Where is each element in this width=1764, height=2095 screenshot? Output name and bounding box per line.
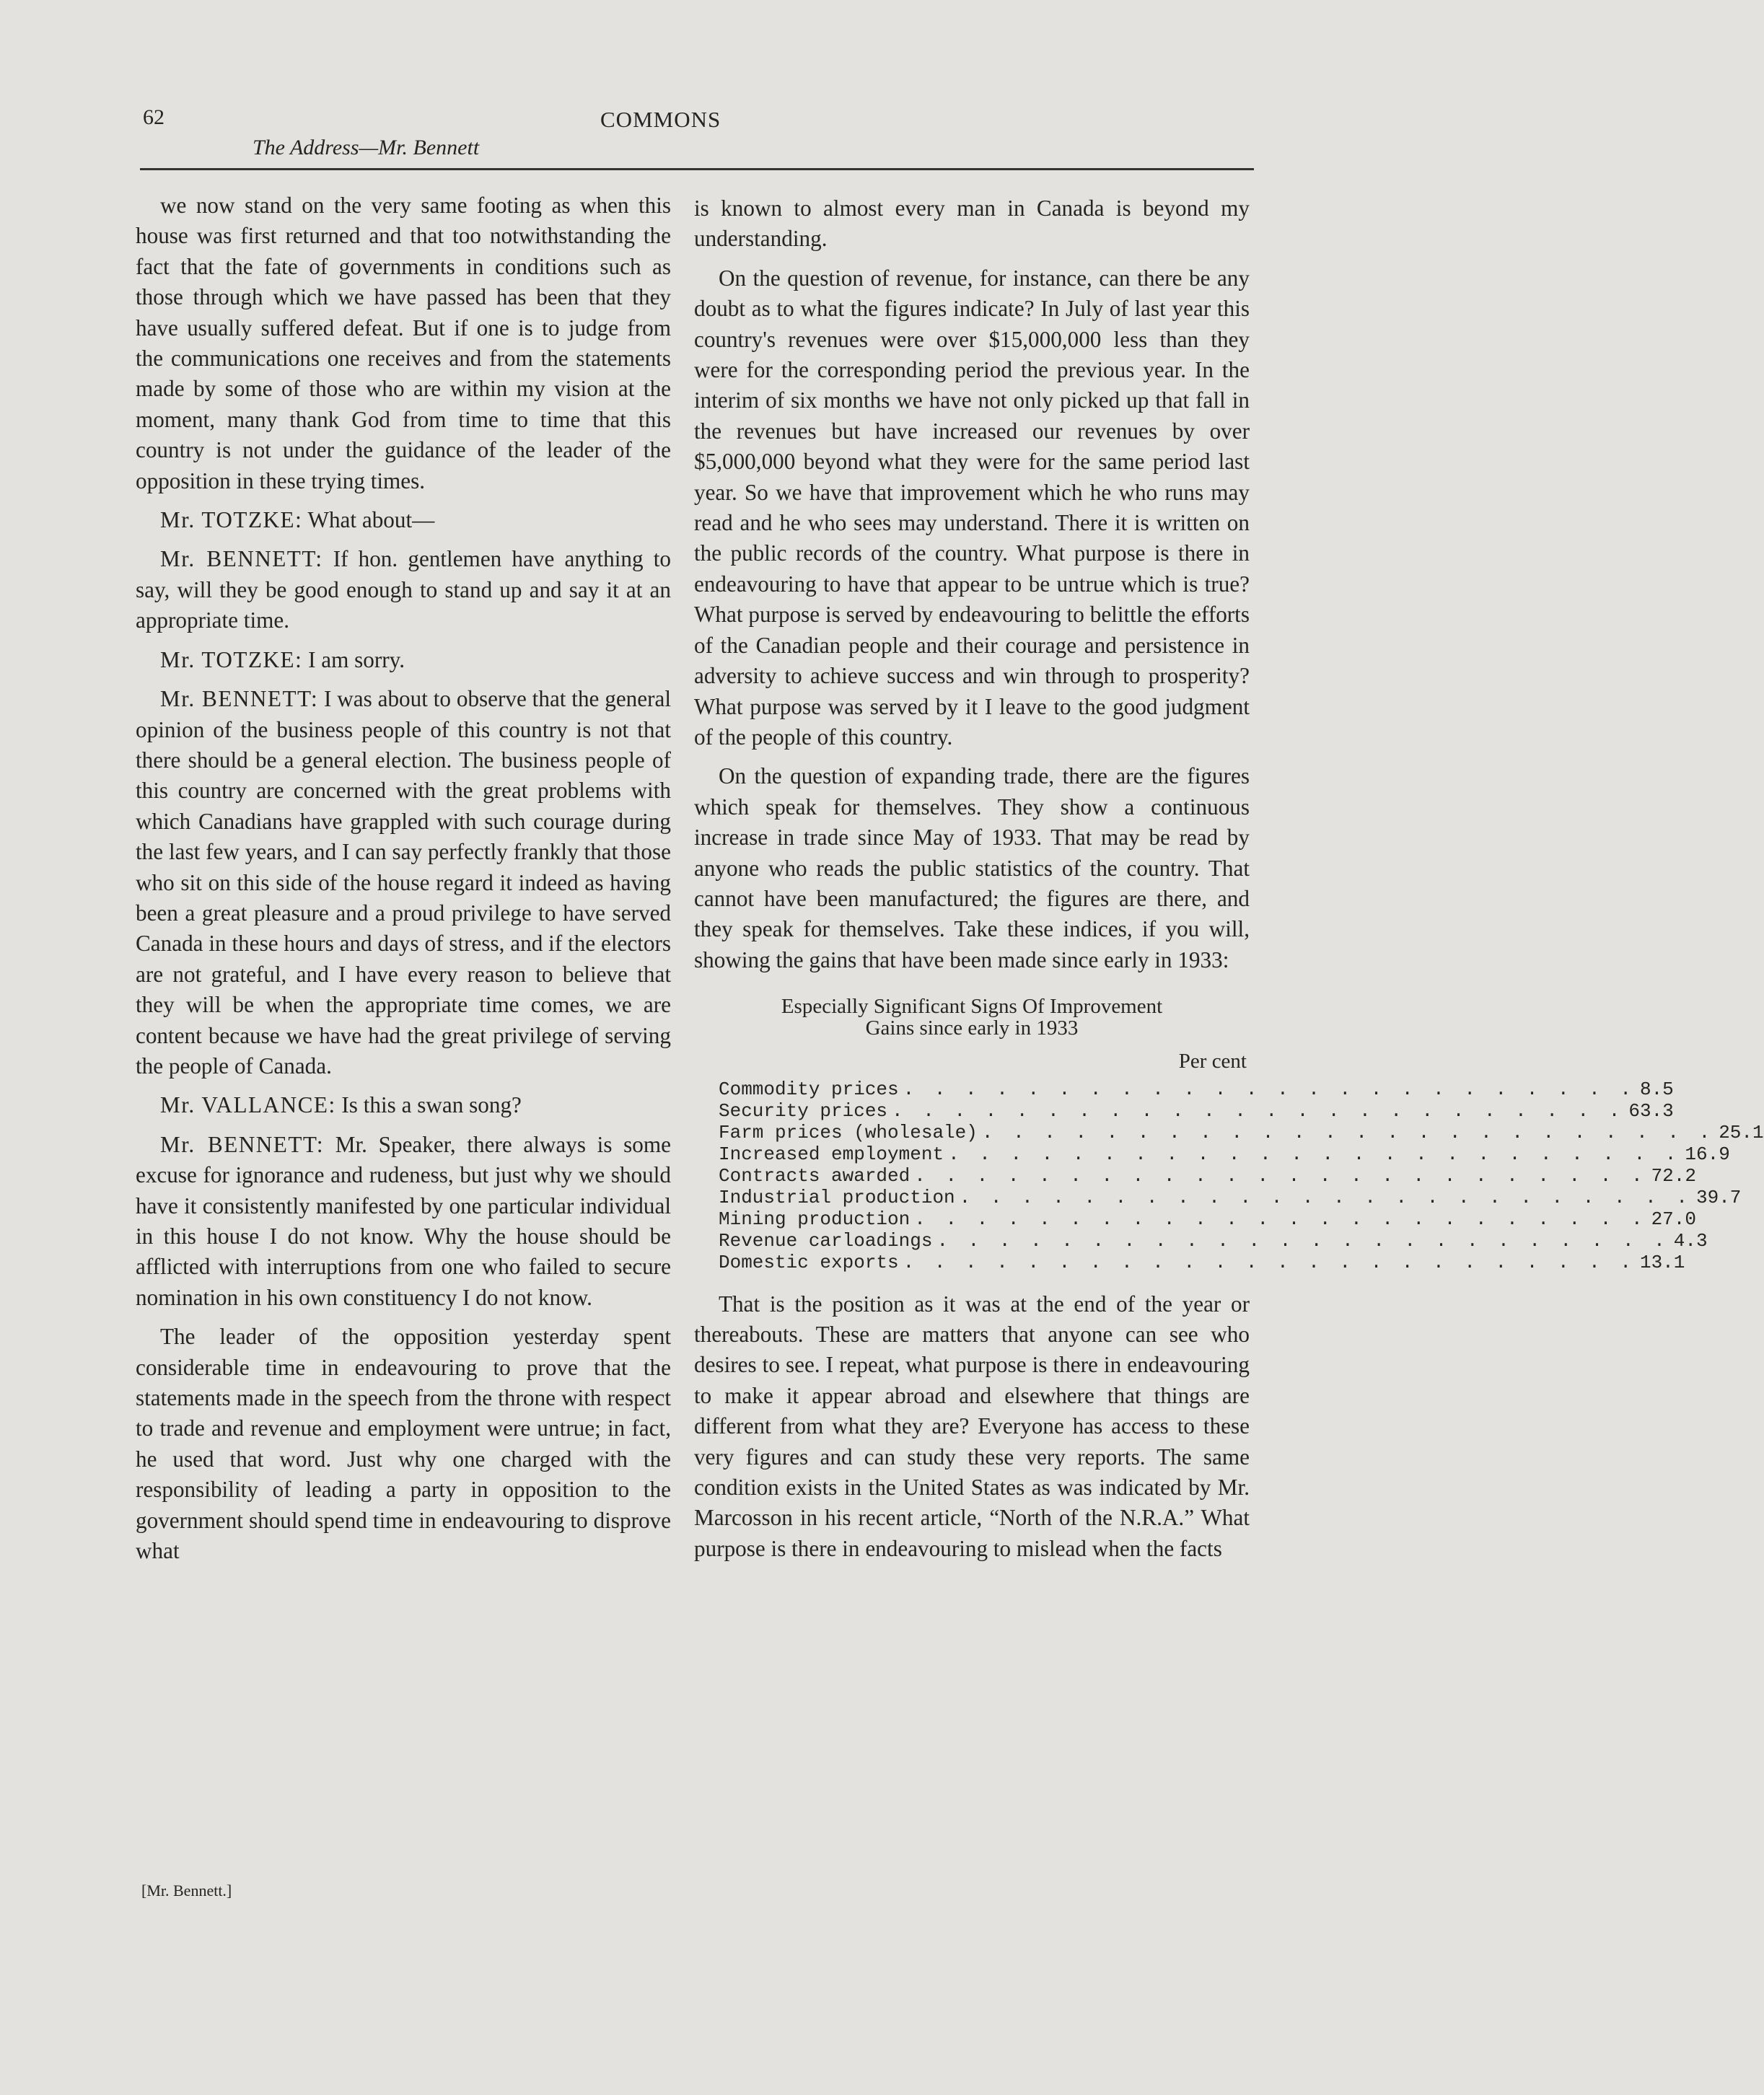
table-title-line: Gains since early in 1933 [865, 1016, 1079, 1040]
row-value: 8.5 [1639, 1078, 1674, 1100]
running-title: COMMONS [600, 107, 721, 132]
right-column [694, 193, 1764, 1564]
row-value: 4.3 [1673, 1229, 1708, 1252]
paragraph [136, 1322, 671, 1566]
table-row [719, 1164, 1696, 1187]
row-label: Farm prices (wholesale) [719, 1121, 978, 1143]
header-rule [140, 168, 1254, 170]
speaker-name: Mr. VALLANCE: [160, 1092, 336, 1118]
row-value: 39.7 [1695, 1186, 1742, 1208]
table-column-header: Per cent [1178, 1050, 1247, 1073]
left-column [136, 190, 671, 1566]
table-title-line: Especially Significant Signs Of Improvement [781, 995, 1163, 1019]
row-label: Industrial production [719, 1186, 955, 1208]
speaker-name: Mr. BENNETT: [160, 1131, 325, 1157]
table-rows [694, 1078, 1764, 1273]
paragraph: is known to almost every man in Canada is beyond my understanding. [694, 196, 1250, 252]
paragraph-text: we now stand on the very same footing as when this house was first returned and that too notwithstanding the fact that the fate of governments in conditions such as those through which we have passed has been that they have usually suffered defeat. But if one is to judge from the communications one receives and from the statements made by some of those who are within my vision at the moment, many thank God from time to time that this country is not under the guidance of the leader of the opposition in these trying times. [136, 193, 671, 493]
row-value: 16.9 [1685, 1143, 1730, 1165]
paragraph [136, 505, 671, 535]
paragraph-text: I was about to observe that the general opinion of the business people of this country is not that there should be a general election. The business people of this country are concerned with the great problems with which Canadians have grappled with such courage during the last few years, and I can say perfectly frankly that those who sit on this side of the house regard it indeed as having been a great pleasure and a proud privilege to have served Canada in these hours and days of stress, and if the electors are not grateful, and I have every reason to believe that they will be when the appropriate time comes, we are content because we have had the great privilege of serving the people of Canada. [136, 686, 671, 1079]
row-label: Revenue carloadings [719, 1229, 933, 1252]
row-value: 27.0 [1651, 1208, 1696, 1230]
paragraph-text: The leader of the opposition yesterday spent considerable time in endeavouring to prove that the statements made in the speech from the throne with respect to trade and revenue and employment were untrue; in fact, he used that word. Just why one charged with the responsibility of leading a party in opposition to the government should spend time in endeavouring to disprove what [136, 1324, 671, 1564]
paragraph [136, 1130, 671, 1313]
dot-leader: . . . . . . . . . . . . . . . . . . . . . . . . [981, 1121, 1715, 1143]
section-title: The Address—Mr. Bennett [253, 136, 480, 159]
row-label: Contracts awarded [719, 1164, 910, 1187]
paragraph: On the question of expanding trade, there are the figures which speak for themselves. They show a continuous increase in trade since May of 1933. That may be read by anyone who reads the public statistics of the country. That cannot have been manufactured; the figures are there, and they speak for themselves. Take these indices, if you will, showing the gains that have been made since early in 1933: [694, 763, 1250, 972]
row-label: Security prices [719, 1099, 888, 1122]
paragraph: On the question of revenue, for instance, can there be any doubt as to what the figures indicate? In July of last year this country's revenues were over $15,000,000 less than they were for the corresponding period the previous year. In the interim of six months we have not only picked up that fall in the revenues but have increased our revenues by over $5,000,000 beyond what they were for the same period last year. So we have that improvement which he who runs may read and he who sees may understand. There it is written on the public records of the country. What purpose is there in endeavouring to have that appear to be untrue which is true? What purpose is served by endeavouring to belittle the efforts of the Canadian people and their courage and persistence in adversity to achieve success and win through to prosperity? What purpose was served by it I leave to the good judgment of the people of this country. [694, 265, 1250, 750]
row-label: Mining production [719, 1208, 910, 1230]
paragraph [136, 544, 671, 636]
speaker-name: Mr. TOTZKE: [160, 507, 303, 533]
table-row [719, 1251, 1685, 1273]
dot-leader: . . . . . . . . . . . . . . . . . . . . . . . . [903, 1078, 1636, 1100]
speaker-name: Mr. BENNETT: [160, 686, 319, 712]
row-value: 63.3 [1628, 1099, 1674, 1122]
table-row [719, 1208, 1696, 1230]
row-value: 13.1 [1639, 1251, 1685, 1273]
paragraph: That is the position as it was at the end of the year or thereabouts. These are matters that anyone can see who desires to see. I repeat, what purpose is there in endeavouring to make it appear abroad and elsewhere that things are different from what they are? Everyone has access to these very figures and can study these very reports. The same condition exists in the United States as was indicated by Mr. Marcosson in his recent article, “North of the N.R.A.” What purpose is there in endeavouring to mislead when the facts [694, 1291, 1250, 1561]
speaker-name: Mr. TOTZKE: [160, 646, 303, 672]
row-label: Increased employment [719, 1143, 944, 1165]
dot-leader: . . . . . . . . . . . . . . . . . . . . . . . . [959, 1186, 1692, 1208]
table-title [694, 996, 1250, 1039]
row-label: Commodity prices [719, 1078, 899, 1100]
dot-leader: . . . . . . . . . . . . . . . . . . . . . . . . [914, 1164, 1647, 1187]
footnote: [Mr. Bennett.] [141, 1881, 232, 1899]
table-row [719, 1229, 1708, 1252]
row-label: Domestic exports [719, 1251, 899, 1273]
speaker-name: Mr. BENNETT: [160, 546, 323, 572]
table-row [719, 1186, 1742, 1208]
paragraph [136, 645, 671, 675]
dot-leader: . . . . . . . . . . . . . . . . . . . . . . . . [903, 1251, 1636, 1273]
paragraph-text: I am sorry. [308, 646, 405, 672]
statistics-table [694, 995, 1764, 1273]
dot-leader: . . . . . . . . . . . . . . . . . . . . . . . . [892, 1099, 1625, 1122]
page-number: 62 [143, 105, 164, 129]
paragraph-text: If hon. gentlemen have anything to say, will they be good enough to stand up and say it at an appropriate time. [136, 546, 671, 633]
table-row [719, 1121, 1764, 1143]
table-row [719, 1143, 1730, 1165]
paragraph [136, 684, 671, 1081]
paragraph-text: What about— [307, 507, 435, 533]
dot-leader: . . . . . . . . . . . . . . . . . . . . . . . . [914, 1208, 1647, 1230]
table-row [719, 1078, 1674, 1100]
dot-leader: . . . . . . . . . . . . . . . . . . . . . . . . [948, 1143, 1681, 1165]
paragraph-text: Is this a swan song? [341, 1092, 522, 1118]
paragraph [136, 190, 671, 496]
table-row [719, 1099, 1674, 1122]
paragraph-text: Mr. Speaker, there always is some excuse for ignorance and rudeness, but just why we should have it consistently manifested by one particular individual in this house I do not know. Why the house should be afflicted with interruptions from one who failed to secure nomination in his own constituency I do not know. [136, 1131, 671, 1310]
dot-leader: . . . . . . . . . . . . . . . . . . . . . . . . [936, 1229, 1669, 1252]
paragraph [136, 1090, 671, 1120]
row-value: 25.1 [1719, 1121, 1764, 1143]
row-value: 72.2 [1651, 1164, 1696, 1187]
